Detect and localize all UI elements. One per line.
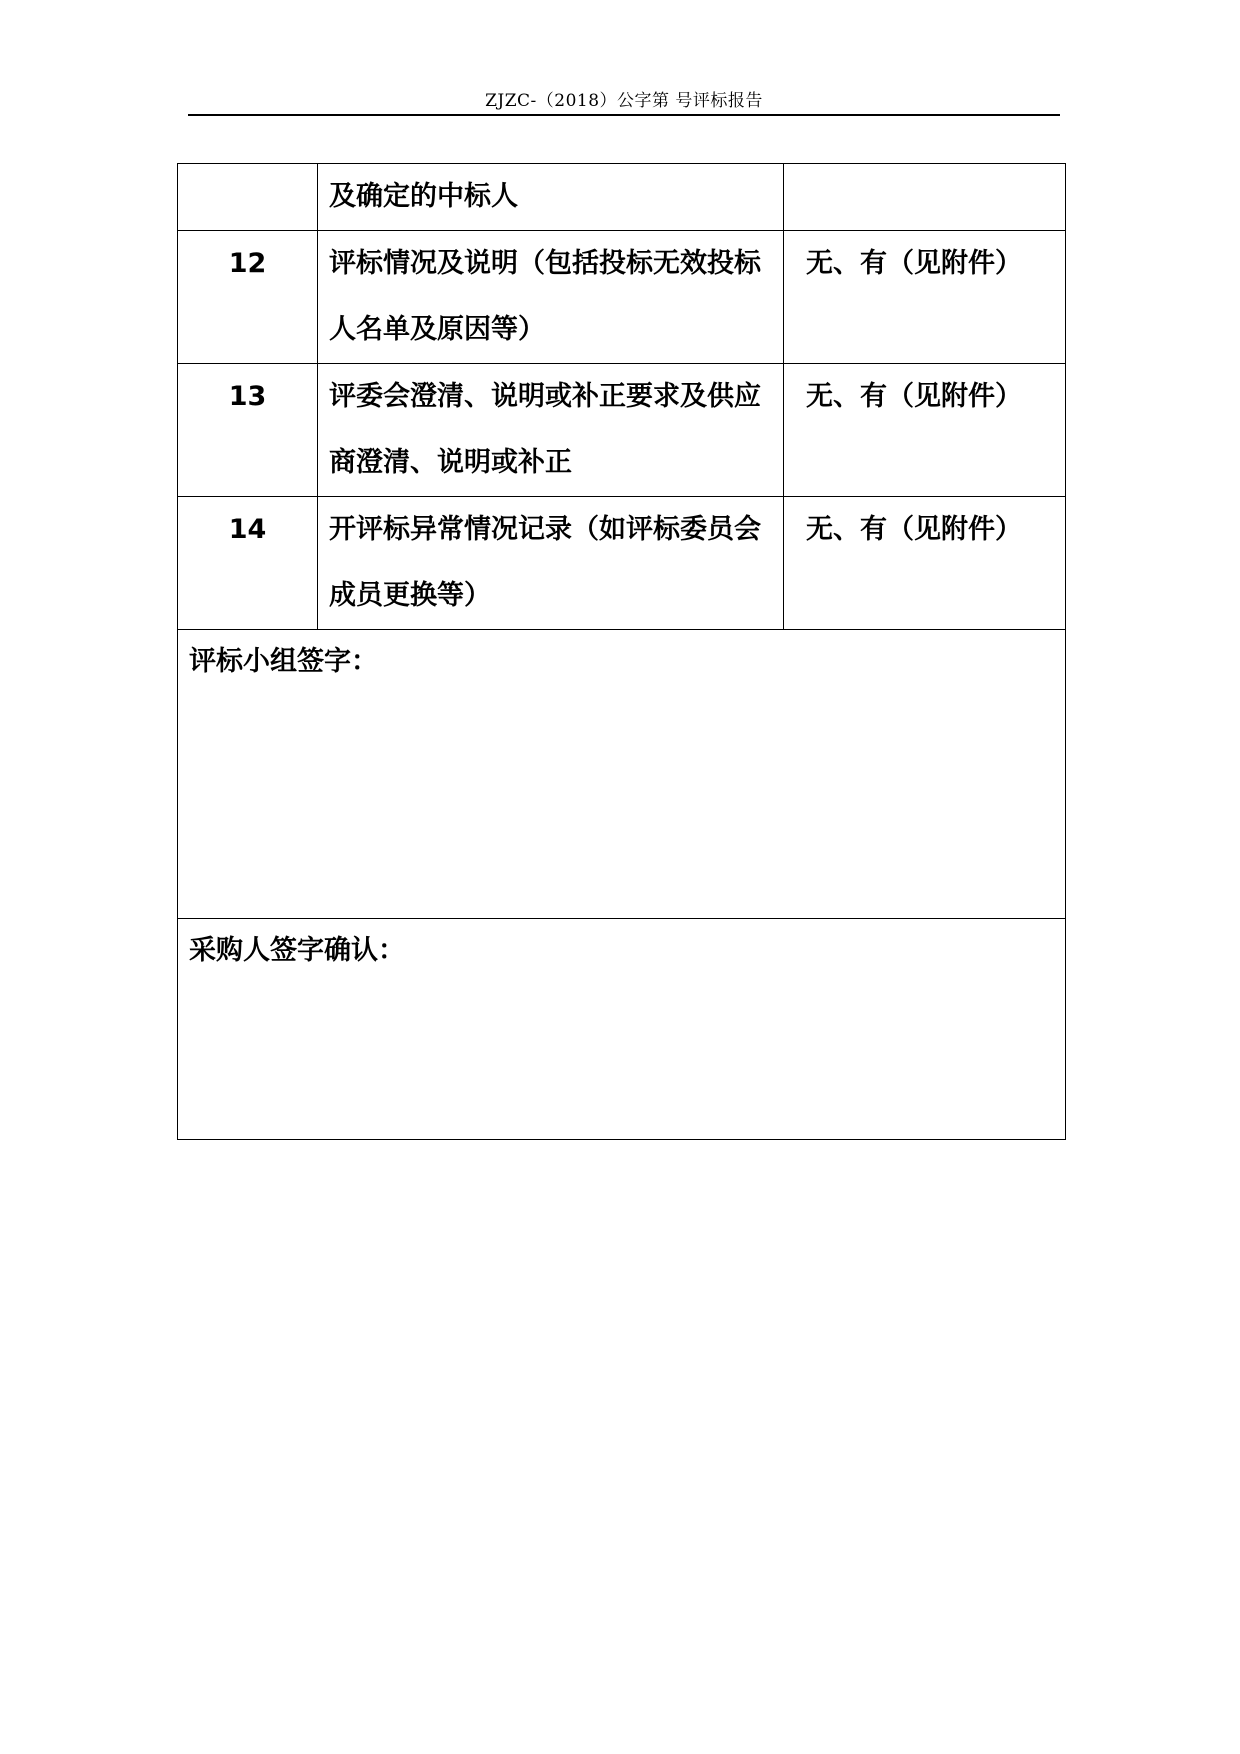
header-divider: [188, 114, 1060, 116]
row-item-cell: 评委会澄清、说明或补正要求及供应商澄清、说明或补正: [318, 364, 784, 497]
signature-row: [178, 630, 1066, 919]
signature-row: [178, 919, 1066, 1140]
row-status-cell: 无、有（见附件）: [784, 497, 1066, 630]
table-row: [178, 364, 1066, 497]
row-number-cell: [178, 164, 318, 231]
row-number-cell: 14: [178, 497, 318, 630]
row-item-cell: 评标情况及说明（包括投标无效投标人名单及原因等）: [318, 231, 784, 364]
evaluation-panel-signature-label: 评标小组签字：: [189, 646, 378, 677]
purchaser-confirmation-label: 采购人签字确认：: [189, 935, 405, 966]
evaluation-report-table: [177, 163, 1066, 1140]
evaluation-panel-signature-cell: [178, 630, 1066, 919]
table-row: [178, 497, 1066, 630]
table-row: [178, 231, 1066, 364]
page-header-title: ZJZC-（2018）公字第 号评标报告: [485, 91, 763, 111]
row-status-cell: [784, 164, 1066, 231]
table-row: [178, 164, 1066, 231]
row-item-cell: 及确定的中标人: [318, 164, 784, 231]
row-status-cell: 无、有（见附件）: [784, 231, 1066, 364]
row-number-cell: 12: [178, 231, 318, 364]
row-number-cell: 13: [178, 364, 318, 497]
row-status-cell: 无、有（见附件）: [784, 364, 1066, 497]
row-item-cell: 开评标异常情况记录（如评标委员会成员更换等）: [318, 497, 784, 630]
purchaser-confirmation-cell: [178, 919, 1066, 1140]
